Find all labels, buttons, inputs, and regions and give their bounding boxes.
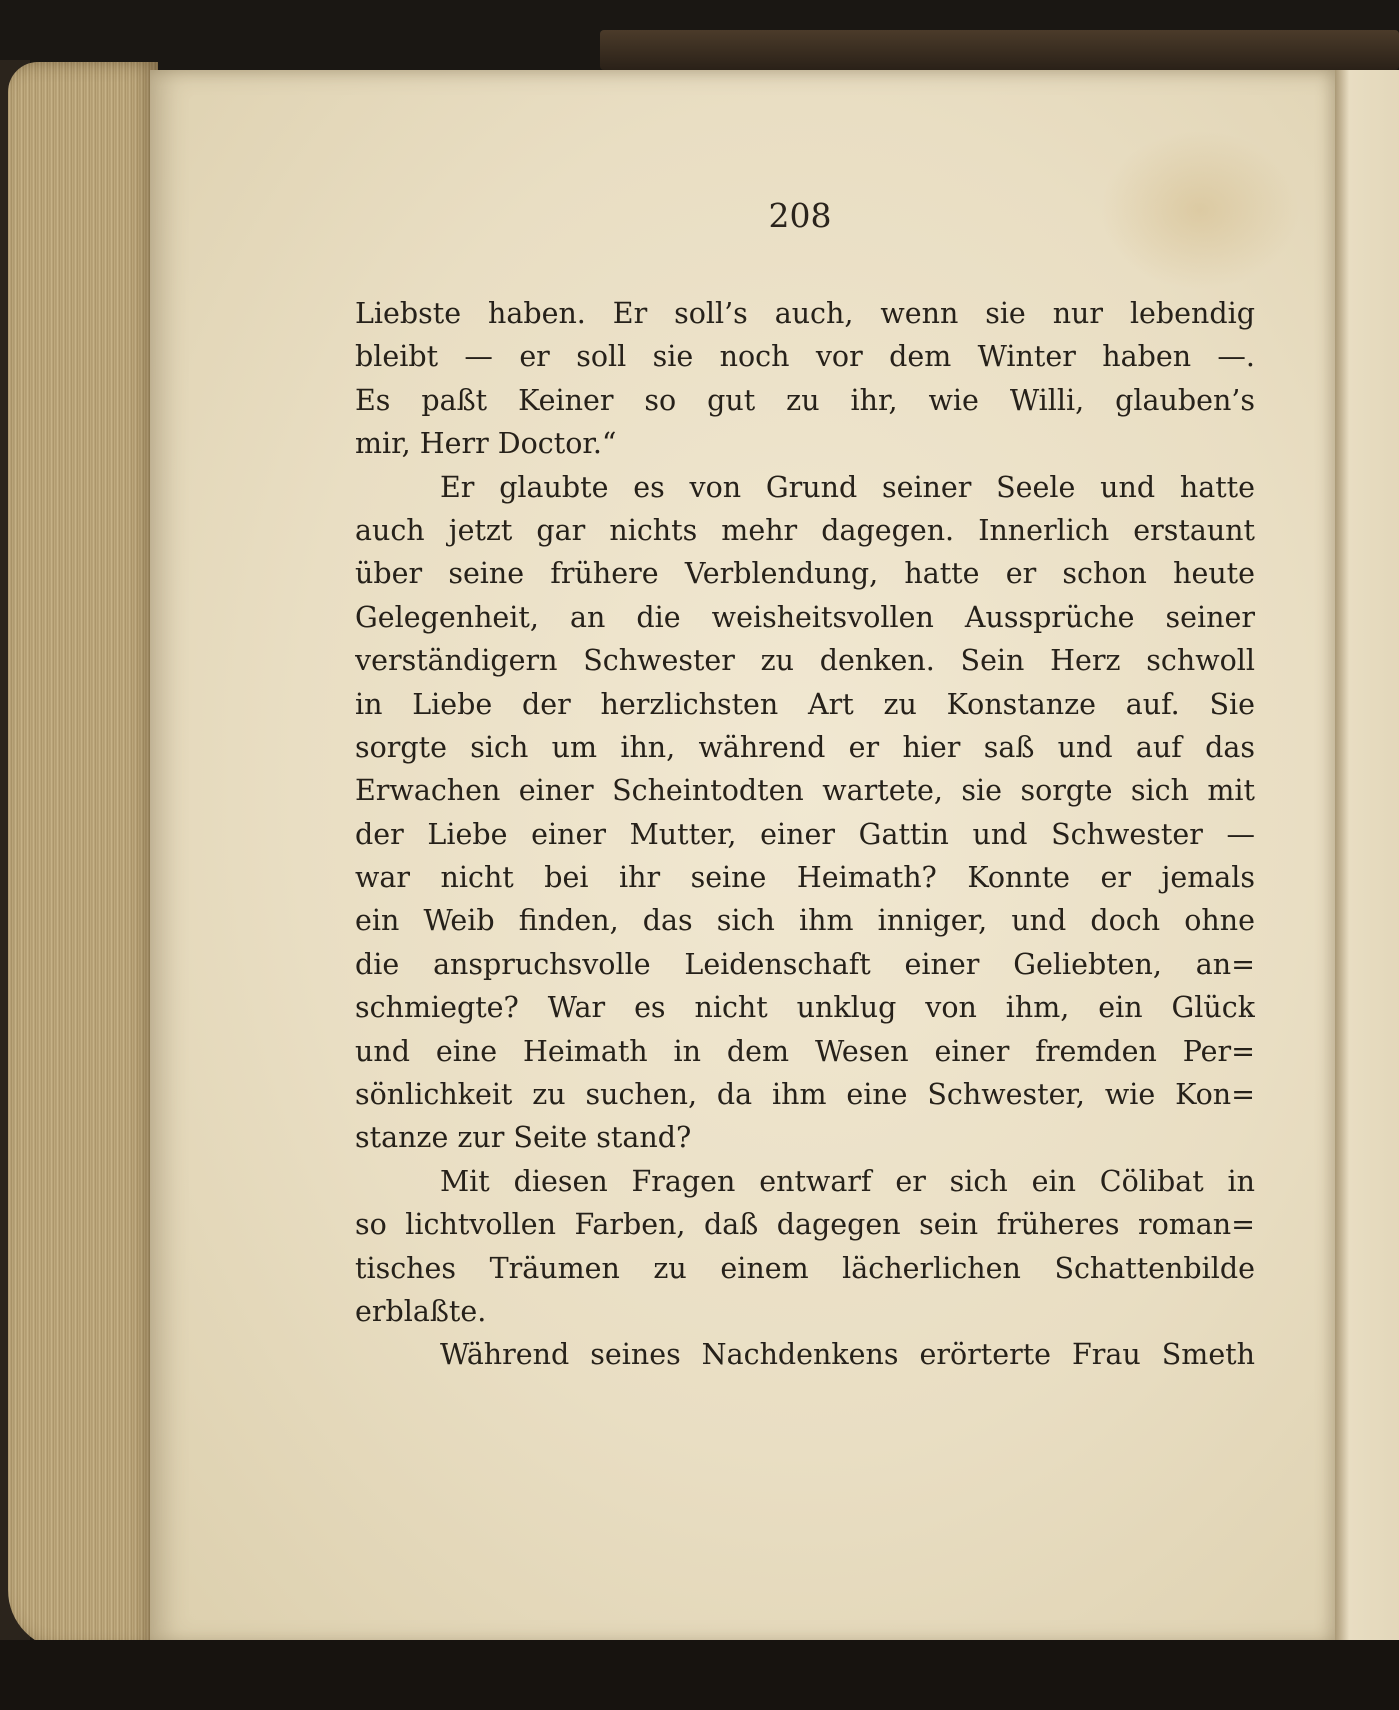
text-line: Er glaubte es von Grund seiner Seele und hatte [440, 470, 1255, 504]
text-line: in Liebe der herzlichsten Art zu Konstanze auf. Sie [355, 687, 1255, 721]
text-line: mir, Herr Doctor.“ [355, 427, 617, 461]
text-line: Gelegenheit, an die weisheitsvollen Aussprüche seiner [355, 600, 1255, 634]
text-line: so lichtvollen Farben, daß dagegen sein früheres roman= [355, 1208, 1255, 1242]
text-line: die anspruchsvolle Leidenschaft einer Geliebten, an= [355, 947, 1255, 981]
text-line: über seine frühere Verblendung, hatte er schon heute [355, 557, 1255, 591]
text-line: auch jetzt gar nichts mehr dagegen. Innerlich erstaunt [355, 513, 1255, 547]
book-cover-top [600, 30, 1399, 70]
text-line: Erwachen einer Scheintodten wartete, sie sorgte sich mit [355, 774, 1255, 808]
facing-page-edge [1330, 70, 1399, 1645]
text-line: stanze zur Seite stand? [355, 1121, 692, 1155]
text-line: verständigern Schwester zu denken. Sein Herz schwoll [355, 644, 1255, 678]
text-line: schmiegte? War es nicht unklug von ihm, ein Glück [355, 991, 1255, 1025]
text-line: sorgte sich um ihn, während er hier saß und auf das [355, 730, 1255, 764]
text-line: Mit diesen Fragen entwarf er sich ein Cölibat in [440, 1164, 1255, 1198]
text-line: Liebste haben. Er soll’s auch, wenn sie nur lebendig [355, 297, 1255, 330]
text-line: sönlichkeit zu suchen, da ihm eine Schwester, wie Kon= [355, 1078, 1255, 1112]
text-line: bleibt — er soll sie noch vor dem Winter haben —. [355, 340, 1255, 374]
body-text [355, 292, 1255, 1377]
page-number: 208 [768, 196, 832, 235]
background-bottom [0, 1640, 1399, 1710]
page-edges [8, 62, 158, 1650]
text-line: war nicht bei ihr seine Heimath? Konnte er jemals [355, 861, 1255, 895]
text-line: ein Weib finden, das sich ihm inniger, und doch ohne [355, 904, 1255, 938]
text-line: erblaßte. [355, 1294, 487, 1328]
text-line: Es paßt Keiner so gut zu ihr, wie Willi, glauben’s [355, 383, 1255, 417]
text-line: der Liebe einer Mutter, einer Gattin und Schwester — [355, 817, 1255, 851]
text-line: und eine Heimath in dem Wesen einer fremden Per= [355, 1034, 1255, 1068]
paper-stain [1100, 130, 1300, 290]
text-line: Während seines Nachdenkens erörterte Frau Smeth [440, 1338, 1255, 1372]
text-line: tisches Träumen zu einem lächerlichen Schattenbilde [355, 1251, 1255, 1285]
